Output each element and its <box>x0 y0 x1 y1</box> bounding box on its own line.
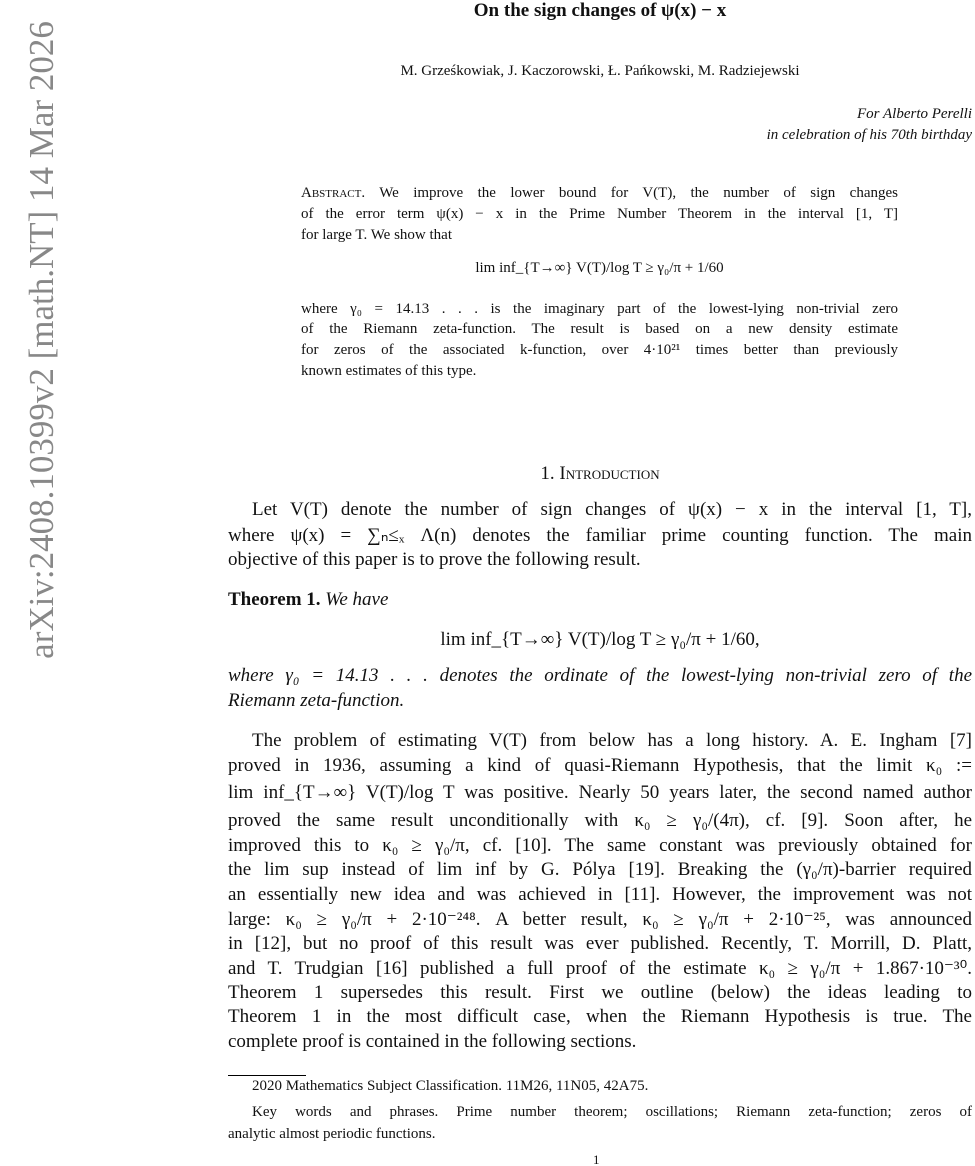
paragraph-line: proved the same result unconditionally with κ₀ ≥ γ₀/(4π), cf. [9]. Soon after, he <box>228 810 972 831</box>
page-number: 1 <box>593 1152 600 1166</box>
paragraph-line: complete proof is contained in the following sections. <box>228 1031 637 1052</box>
abstract-formula: lim inf_{T→∞} V(T)/log T ≥ γ₀/π + 1/60 <box>475 260 724 276</box>
dedication-line: in celebration of his 70th birthday <box>766 127 972 143</box>
paragraph-line: The problem of estimating V(T) from below has a long history. A. E. Ingham [7] <box>252 730 972 751</box>
paragraph-line: in [12], but no proof of this result was ever published. Recently, T. Morrill, D. Platt, <box>228 933 972 954</box>
abstract-line: for large T. We show that <box>301 227 452 243</box>
paragraph-line: lim inf_{T→∞} V(T)/log T was positive. Nearly 50 years later, the second named author <box>228 782 972 803</box>
theorem-lead: We have <box>325 589 389 610</box>
theorem-line: where γ₀ = 14.13 . . . denotes the ordinate of the lowest-lying non-trivial zero of the <box>228 665 972 686</box>
dedication-line: For Alberto Perelli <box>857 106 972 122</box>
intro-line: objective of this paper is to prove the following result. <box>228 549 641 570</box>
abstract-text: We improve the lower bound for V(T), the number of sign changes <box>379 185 898 201</box>
intro-line: where ψ(x) = ∑ₙ≤ₓ Λ(n) denotes the familiar prime counting function. The main <box>228 525 972 546</box>
arxiv-stamp: arXiv:2408.10399v2 [math.NT] 14 Mar 2026 <box>22 21 61 659</box>
paragraph-line: Theorem 1 supersedes this result. First we outline (below) the ideas leading to <box>228 982 972 1003</box>
abstract-line: of the error term ψ(x) − x in the Prime Number Theorem in the interval [1, T] <box>301 206 898 222</box>
footnote-rule <box>228 1075 306 1076</box>
theorem-heading <box>228 589 972 611</box>
theorem-label: Theorem 1. <box>228 589 321 610</box>
abstract-line <box>301 185 898 203</box>
paragraph-line: large: κ₀ ≥ γ₀/π + 2·10⁻²⁴⁸. A better result, κ₀ ≥ γ₀/π + 2·10⁻²⁵, was announced <box>228 909 972 930</box>
abstract-line: of the Riemann zeta-function. The result is based on a new density estimate <box>301 321 898 337</box>
authors: M. Grześkowiak, J. Kaczorowski, Ł. Pańkowski, M. Radziejewski <box>400 63 800 79</box>
paragraph-line: Theorem 1 in the most difficult case, when the Riemann Hypothesis is true. The <box>228 1006 972 1027</box>
paragraph-line: and T. Trudgian [16] published a full proof of the estimate κ₀ ≥ γ₀/π + 1.867·10⁻³⁰. <box>228 958 972 979</box>
footnote-keywords: Key words and phrases. Prime number theorem; oscillations; Riemann zeta-function; zeros of <box>252 1104 972 1120</box>
footnote-keywords-cont: analytic almost periodic functions. <box>228 1126 436 1142</box>
abstract-label: Abstract. <box>301 185 366 201</box>
intro-line: Let V(T) denote the number of sign changes of ψ(x) − x in the interval [1, T], <box>252 499 972 520</box>
abstract-line: where γ₀ = 14.13 . . . is the imaginary part of the lowest-lying non-trivial zero <box>301 301 898 317</box>
theorem-formula: lim inf_{T→∞} V(T)/log T ≥ γ₀/π + 1/60, <box>440 629 760 650</box>
abstract-line: for zeros of the associated k-function, over 4·10²¹ times better than previously <box>301 342 898 358</box>
paragraph-line: an essentially new idea and was achieved in [11]. However, the improvement was not <box>228 884 972 905</box>
footnote-msc: 2020 Mathematics Subject Classification. 11M26, 11N05, 42A75. <box>252 1078 649 1094</box>
paragraph-line: proved in 1936, assuming a kind of quasi-Riemann Hypothesis, that the limit κ₀ := <box>228 755 972 776</box>
section-heading: 1. Introduction <box>540 463 660 484</box>
paragraph-line: improved this to κ₀ ≥ γ₀/π, cf. [10]. The same constant was previously obtained for <box>228 835 972 856</box>
paper-title: On the sign changes of ψ(x) − x <box>473 0 727 21</box>
theorem-line: Riemann zeta-function. <box>228 690 405 711</box>
abstract-line: known estimates of this type. <box>301 363 477 379</box>
paragraph-line: the lim sup instead of lim inf by G. Pólya [19]. Breaking the (γ₀/π)-barrier required <box>228 859 972 880</box>
